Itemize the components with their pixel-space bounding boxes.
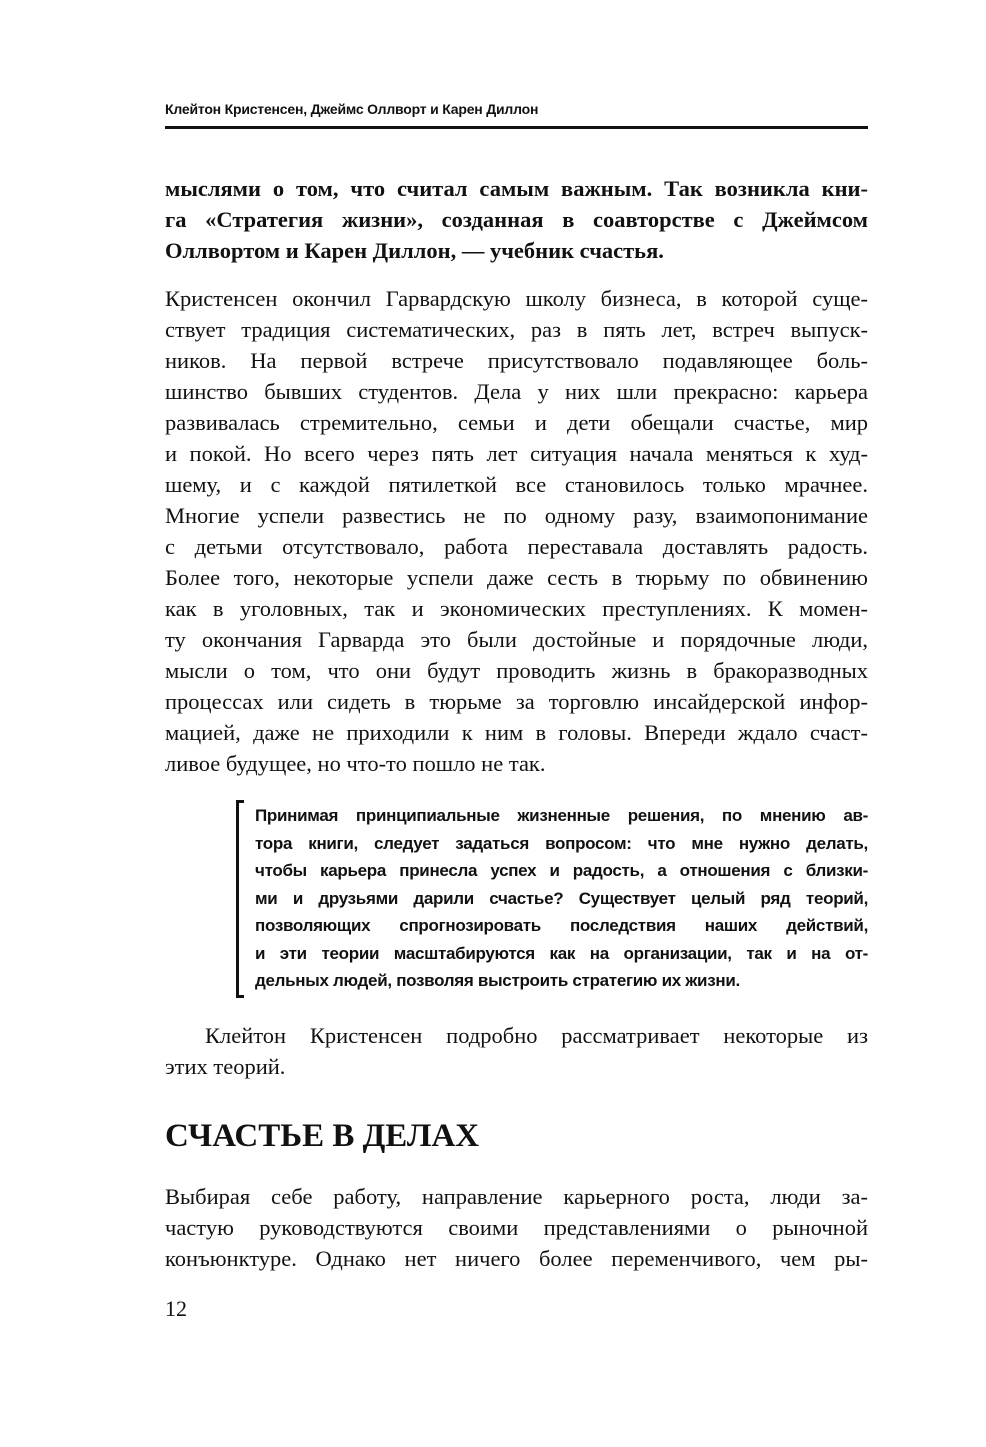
text-line: ту окончания Гарварда это были достойные и порядочные люди,	[165, 627, 868, 652]
text-line: Кристенсен окончил Гарвардскую школу бизнеса, в которой суще-	[165, 286, 868, 311]
text-line: шему, и с каждой пятилеткой все становилось только мрачнее.	[165, 472, 868, 497]
pull-quote	[255, 802, 868, 995]
text-line: ливое будущее, но что-то пошло не так.	[165, 751, 546, 776]
paragraph-3	[165, 1181, 868, 1274]
text-line: частую руководствуются своими представлениями о рыночной	[165, 1215, 868, 1240]
text-line: конъюнктуре. Однако нет ничего более переменчивого, чем ры-	[165, 1246, 868, 1271]
text-line: Оллвортом и Карен Диллон, — учебник счастья.	[165, 238, 664, 263]
text-line: с детьми отсутствовало, работа переставала доставлять радость.	[165, 534, 868, 559]
text-line: мысли о том, что они будут проводить жизнь в бракоразводных	[165, 658, 868, 683]
text-line: ствует традиция систематических, раз в пять лет, встреч выпуск-	[165, 317, 868, 342]
text-line: мыслями о том, что считал самым важным. Так возникла кни-	[165, 176, 868, 201]
section-heading: СЧАСТЬЕ В ДЕЛАХ	[165, 1118, 480, 1154]
text-line: ников. На первой встрече присутствовало подавляющее боль-	[165, 348, 868, 373]
header-rule	[165, 126, 868, 129]
text-line: процессах или сидеть в тюрьме за торговлю инсайдерской инфор-	[165, 689, 868, 714]
text-line: позволяющих спрогнозировать последствия наших действий,	[255, 916, 868, 935]
text-line: развивалась стремительно, семьи и дети обещали счастье, мир	[165, 410, 868, 435]
text-line: как в уголовных, так и экономических преступлениях. К момен-	[165, 596, 868, 621]
text-line: Клейтон Кристенсен подробно рассматривает некоторые из	[205, 1023, 868, 1048]
text-line: Более того, некоторые успели даже сесть в тюрьму по обвинению	[165, 565, 868, 590]
text-line: этих теорий.	[165, 1054, 286, 1079]
page-number: 12	[165, 1296, 187, 1321]
quote-bracket	[236, 800, 244, 998]
bold-paragraph	[165, 173, 868, 266]
paragraph-1	[165, 283, 868, 779]
text-line: и покой. Но всего через пять лет ситуация начала меняться к худ-	[165, 441, 868, 466]
running-header: Клейтон Кристенсен, Джеймс Оллворт и Карен Диллон	[165, 101, 539, 117]
text-line: Принимая принципиальные жизненные решения, по мнению ав-	[255, 806, 868, 825]
text-line: га «Стратегия жизни», созданная в соавторстве с Джеймсом	[165, 207, 868, 232]
paragraph-2	[165, 1020, 868, 1082]
text-line: мацией, даже не приходили к ним в головы. Впереди ждало счаст-	[165, 720, 868, 745]
text-line: Выбирая себе работу, направление карьерного роста, люди за-	[165, 1184, 868, 1209]
text-line: чтобы карьера принесла успех и радость, а отношения с близки-	[255, 861, 868, 880]
text-line: и эти теории масштабируются как на организации, так и на от-	[255, 943, 868, 963]
text-line: ми и друзьями дарили счастье? Существует целый ряд теорий,	[255, 888, 868, 908]
text-line: тора книги, следует задаться вопросом: что мне нужно делать,	[255, 833, 868, 853]
text-line: Многие успели развестись не по одному разу, взаимопонимание	[165, 503, 868, 528]
text-line: шинство бывших студентов. Дела у них шли прекрасно: карьера	[165, 379, 868, 404]
text-line: дельных людей, позволяя выстроить стратегию их жизни.	[255, 971, 740, 990]
